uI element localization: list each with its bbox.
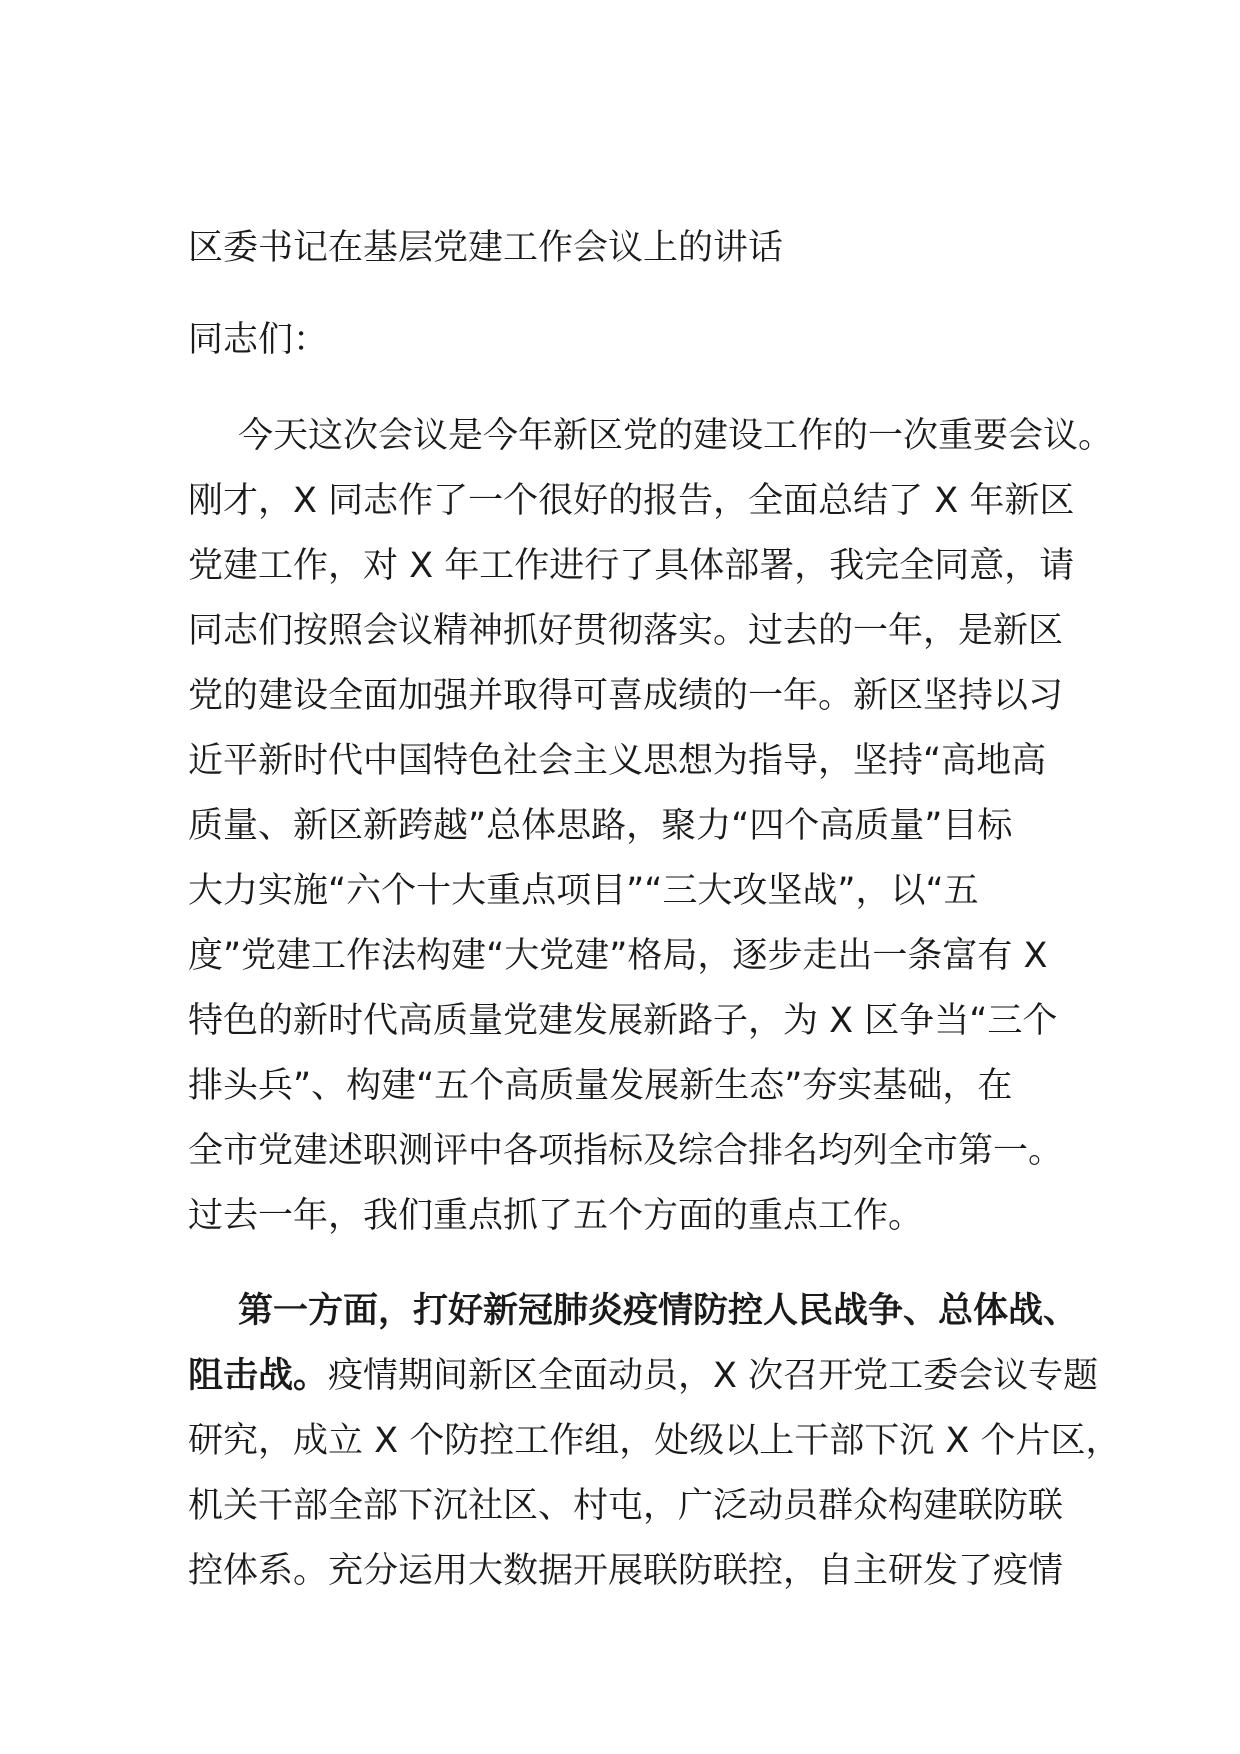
paragraph-line: 排头兵”、构建“五个高质量发展新生态”夯实基础，在 — [188, 1066, 1013, 1106]
paragraph-line: 党的建设全面加强并取得可喜成绩的一年。新区坚持以习 — [188, 676, 1064, 716]
paragraph-line: 近平新时代中国特色社会主义思想为指导，坚持“高地高 — [188, 741, 1047, 781]
paragraph-line: 控体系。充分运用大数据开展联防联控，自主研发了疫情 — [188, 1551, 1064, 1591]
paragraph-line: 质量、新区新跨越”总体思路，聚力“四个高质量”目标 — [188, 806, 1013, 846]
paragraph-line: 研究，成立 X 个防控工作组，处级以上干部下沉 X 个片区， — [188, 1421, 1121, 1461]
paragraph-line — [188, 1344, 1099, 1409]
paragraph-text: 疫情期间新区全面动员，X 次召开党工委会议专题 — [328, 1356, 1099, 1396]
paragraph-line: 同志们按照会议精神抓好贯彻落实。过去的一年，是新区 — [188, 611, 1064, 651]
paragraph-section-one — [188, 1279, 1121, 1604]
section-heading: 第一方面，打好新冠肺炎疫情防控人民战争、总体战、 — [238, 1291, 1079, 1331]
paragraph-line: 度”党建工作法构建“大党建”格局，逐步走出一条富有 X — [188, 936, 1048, 976]
paragraph-line: 机关干部全部下沉社区、村屯，广泛动员群众构建联防联 — [188, 1486, 1064, 1526]
greeting: 同志们： — [188, 320, 329, 360]
paragraph-line: 刚才，X 同志作了一个很好的报告，全面总结了 X 年新区 — [188, 481, 1075, 521]
paragraph-line: 过去一年，我们重点抓了五个方面的重点工作。 — [188, 1196, 924, 1236]
document-title: 区委书记在基层党建工作会议上的讲话 — [188, 228, 784, 268]
section-heading-end: 阻击战。 — [188, 1356, 329, 1396]
paragraph-line: 今天这次会议是今年新区党的建设工作的一次重要会议。 — [238, 416, 1114, 456]
paragraph-line: 大力实施“六个十大重点项目”“三大攻坚战”，以“五 — [188, 871, 979, 911]
document-page — [188, 222, 1121, 1634]
paragraph-intro — [188, 404, 1114, 1249]
paragraph-line: 特色的新时代高质量党建发展新路子，为 X 区争当“三个 — [188, 1001, 1058, 1041]
paragraph-line: 党建工作，对 X 年工作进行了具体部署，我完全同意，请 — [188, 546, 1075, 586]
paragraph-line: 全市党建述职测评中各项指标及综合排名均列全市第一。 — [188, 1131, 1064, 1171]
